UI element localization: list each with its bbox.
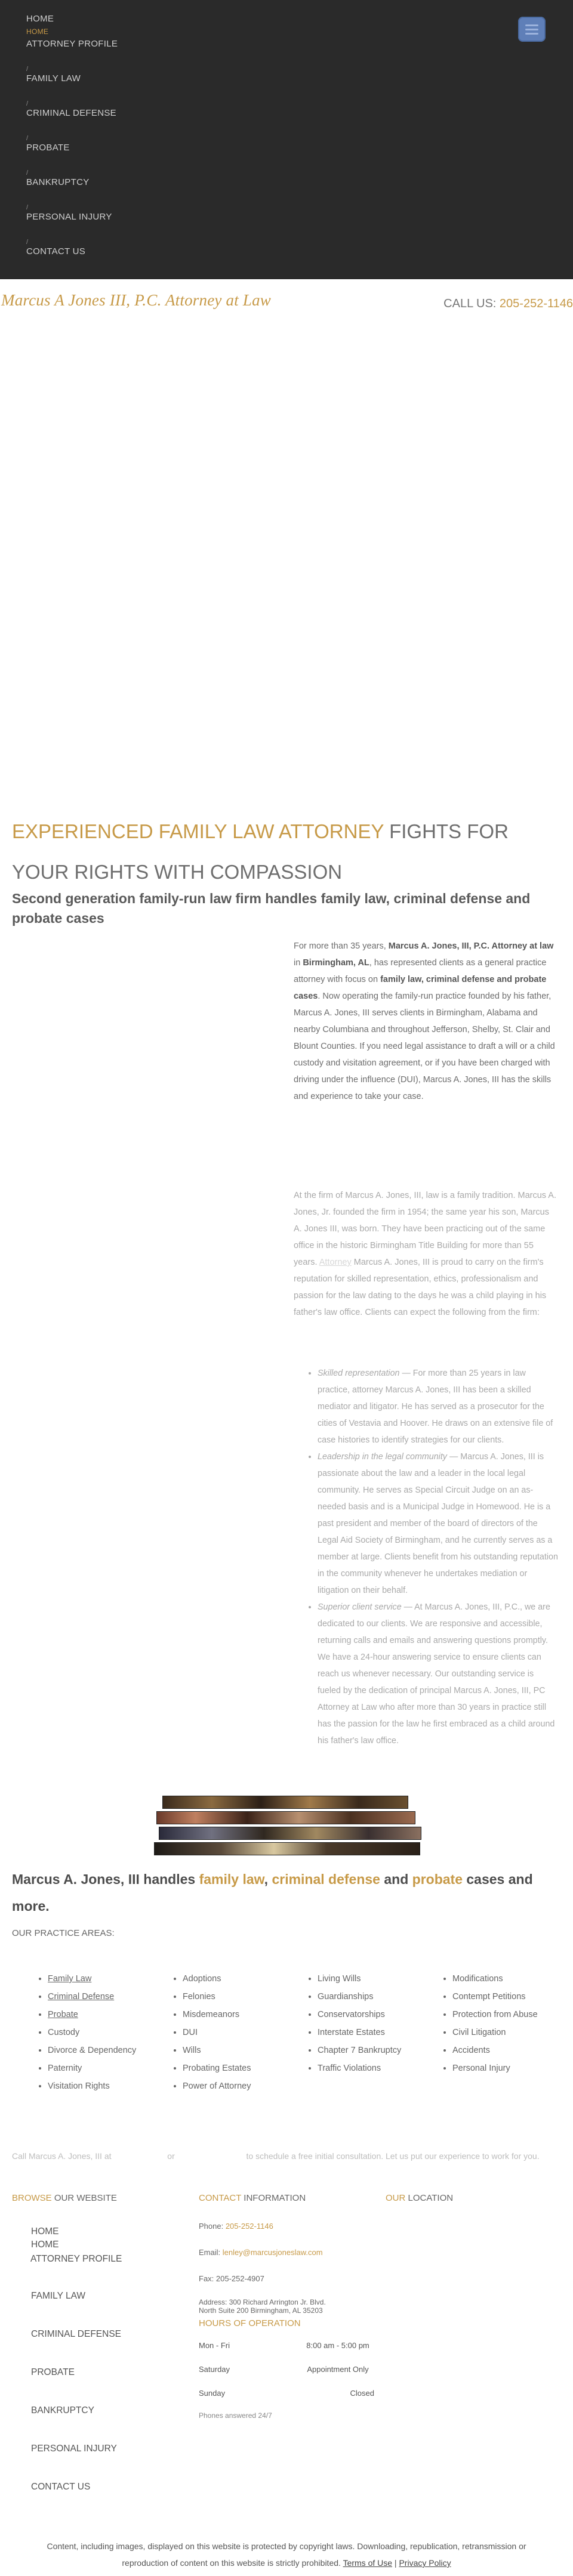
practice-heading-text: cases and more. [12,1871,533,1914]
nav-link-criminal-defense[interactable]: CRIMINAL DEFENSE [26,108,116,118]
site-logo-text[interactable]: Marcus A Jones III, P.C. Attorney at Law [1,291,271,309]
nav-link-family-law[interactable]: FAMILY LAW [26,73,81,84]
nav-separator: / [26,239,29,246]
footer-link-contact-us[interactable]: CONTACT US [31,2482,91,2492]
footer-fax [199,2274,264,2283]
footer-email-link[interactable]: lenley@marcusjoneslaw.com [222,2248,323,2257]
nav-link-probate[interactable]: PROBATE [26,143,70,153]
contact-label: Fax: [199,2274,216,2283]
practice-area-item: • Civil Litigation [452,2024,559,2041]
footer-phone [199,2222,273,2231]
top-navigation [0,0,573,279]
footer-heading-text: OUR WEBSITE [51,2193,117,2203]
practice-area-item: • Wills [183,2041,289,2059]
practice-area-item: • Chapter 7 Bankruptcy [318,2041,424,2059]
footer-link-home[interactable]: HOME [31,2240,59,2250]
hours-row [199,2389,374,2398]
nav-link-contact-us[interactable]: CONTACT US [26,246,86,257]
privacy-policy-link[interactable]: Privacy Policy [399,2558,451,2568]
intro-bold: Marcus A. Jones, III, P.C. Attorney at law [388,941,554,951]
hamburger-menu-button[interactable] [518,17,546,42]
footer-heading-text: LOCATION [405,2193,454,2203]
list-item [318,1448,559,1599]
benefit-title: Leadership in the legal community [318,1452,447,1462]
hours-day: Saturday [199,2365,230,2374]
intro-bold: Birmingham, AL [303,958,369,968]
practice-area-item: • Modifications [452,1970,559,1988]
practice-areas-column [304,1970,424,2077]
firm-benefits-list [306,1365,559,1749]
intro-text: in [294,958,303,968]
practice-area-item: • Living Wills [318,1970,424,1988]
practice-area-item: • Probating Estates [183,2059,289,2077]
hours-day: Mon - Fri [199,2341,230,2350]
footer-heading-text: INFORMATION [241,2193,306,2203]
nav-link-bankruptcy[interactable]: BANKRUPTCY [26,177,90,187]
list-item [318,1365,559,1448]
fax-number: 205-252-4907 [215,2274,264,2283]
list-item [318,1599,559,1749]
nav-separator: / [26,204,29,211]
consultation-cta [12,2148,561,2164]
nav-link-home[interactable]: HOME [26,14,54,24]
hours-time: 8:00 am - 5:00 pm [306,2341,369,2350]
footer-link-bankruptcy[interactable]: BANKRUPTCY [31,2405,94,2416]
footer-address [199,2298,326,2315]
footer-heading-accent: CONTACT [199,2193,242,2203]
practice-area-item: • Paternity [48,2059,154,2077]
page-title [12,811,561,892]
intro-bold: family law, criminal defense and probate cases [294,975,547,1001]
practice-area-item: • Personal Injury [452,2059,559,2077]
benefit-text: — At Marcus A. Jones, III, P.C., we are dedicated to our clients. We are responsive and accessible, returning calls and emails and answering questions promptly. We have a 24-hour answering service to ensure clients can reach us whenever necessary. Our outstanding service is fueled by the dedication of principal Marcus A. Jones, III, PC Attorney at Law who after more than 30 years in practice still has the passion for the law he first embraced as a child around his father's law office. [318,1602,555,1746]
photo-strip-image [156,1811,415,1824]
nav-menu [26,13,205,257]
photo-strip-image [159,1827,421,1840]
page-subtitle: Second generation family-run law firm handles family law, criminal defense and probate cases [12,891,531,926]
practice-area-item: • DUI [183,2024,289,2041]
page-title-accent: EXPERIENCED FAMILY LAW ATTORNEY [12,820,384,842]
brand-bar [0,279,573,331]
attorney-link[interactable]: Attorney [319,1258,352,1267]
nav-separator: / [26,100,29,107]
practice-heading-text: , [264,1871,272,1887]
call-us [443,297,573,311]
contact-label: Phone: [199,2222,226,2231]
hours-day: Sunday [199,2389,226,2398]
footer-link-attorney-profile[interactable]: ATTORNEY PROFILE [30,2254,122,2264]
practice-areas-column [35,1970,154,2095]
intro-text: , has represented clients as a general practice attorney with focus on [294,958,547,984]
practice-area-link[interactable]: • Criminal Defense [48,1988,154,2006]
practice-area-item: • Interstate Estates [318,2024,424,2041]
practice-area-item: • Accidents [452,2041,559,2059]
hero-area [0,331,573,784]
practice-heading-text: Marcus A. Jones, III handles [12,1871,199,1887]
address-line: North Suite 200 Birmingham, AL 35203 [199,2306,323,2315]
practice-area-item: • Felonies [183,1988,289,2006]
footer-link-personal-injury[interactable]: PERSONAL INJURY [31,2444,117,2454]
contact-label: Email: [199,2248,223,2257]
history-text: At the firm of Marcus A. Jones, III, law is a family tradition. Marcus A. Jones, Jr. founded the firm in 1954; the same year his son, Marcus A. Jones III, was born. They have been practicing out of the same office in the historic Birmingham Title Building for more than 55 years. [294,1191,556,1267]
practice-area-item: • Adoptions [183,1970,289,1988]
practice-area-item: • Guardianships [318,1988,424,2006]
copyright-text: Content, including images, displayed on this website is protected by copyright laws. Downloading, republication, retransmission or reproduction of content on this website is strictly prohibited. [47,2541,526,2568]
nav-separator: / [26,66,29,73]
link-separator: | [392,2558,399,2568]
hours-heading-text: OF OPERATION [231,2318,301,2328]
footer-browse-heading [12,2193,117,2203]
hamburger-icon [525,33,538,35]
intro-text: . Now operating the family-run practice founded by his father, Marcus A. Jones, III serves clients in Birmingham, Alabama and nearby Columbiana and throughout Jefferson, Shelby, St. Clair and Blount Counties. If you need legal assistance to draft a will or a child custody and visitation agreement, or if you have been charged with driving under the influence (DUI), Marcus A. Jones, III has the skills and experience to take your case. [294,992,555,1101]
practice-heading-text: and [380,1871,412,1887]
practice-areas-column [170,1970,289,2095]
footer-email [199,2248,323,2257]
footer-link-home[interactable]: HOME [31,2226,59,2237]
nav-link-attorney-profile[interactable]: ATTORNEY PROFILE [26,39,118,49]
practice-areas-column [439,1970,559,2077]
hours-heading-accent: HOURS [199,2318,232,2328]
criminal-defense-link[interactable]: criminal defense [272,1871,380,1887]
practice-area-item: • Protection from Abuse [452,2006,559,2024]
practice-area-item: • Custody [48,2024,154,2041]
nav-separator: / [26,169,29,177]
footer-phone-link[interactable]: 205-252-1146 [225,2222,273,2231]
intro-text: For more than 35 years, [294,941,389,951]
benefit-title: Superior client service [318,1602,402,1612]
footer-heading-accent: OUR [386,2193,406,2203]
practice-area-item: • Conservatorships [318,2006,424,2024]
hamburger-icon [525,29,538,30]
page-title-rest: FIGHTS FOR YOUR RIGHTS WITH COMPASSION [12,820,509,883]
practice-area-link[interactable]: • Family Law [48,1970,154,1988]
practice-area-link[interactable]: • Probate [48,2006,154,2024]
copyright-notice [24,2538,549,2571]
benefit-text: — For more than 25 years in law practice, attorney Marcus A. Jones, III has been a skilled mediator and litigator. He has served as a prosecutor for the cities of Vestavia and Hoover. He draws on an extensive file of case histories to identify strategies for our clients. [318,1369,553,1445]
practice-area-item: • Power of Attorney [183,2077,289,2095]
nav-link-home-active[interactable]: HOME [26,27,49,36]
family-law-link[interactable]: family law [199,1871,264,1887]
intro-paragraph [294,938,556,1105]
footer-link-probate[interactable]: PROBATE [31,2367,75,2377]
photo-strip-image [162,1796,408,1809]
nav-separator: / [26,135,29,142]
benefit-text: — Marcus A. Jones, III is passionate about the law and a leader in the local legal community. He serves as Special Circuit Judge on an as-needed basis and is a Municipal Judge in Homewood. He is a past president and member of the board of directors of the Legal Aid Society of Birmingham, and he currently serves as a member at large. Clients benefit from his outstanding reputation in the community whenever he undertakes mediation or litigation on their behalf. [318,1452,558,1595]
footer-link-family-law[interactable]: FAMILY LAW [31,2291,86,2301]
footer-contact-heading [199,2193,306,2203]
hours-time: Closed [350,2389,374,2398]
header-phone-link[interactable]: 205-252-1146 [499,297,573,310]
hamburger-icon [525,24,538,26]
practice-area-item: • Traffic Violations [318,2059,424,2077]
cta-text: Call Marcus A. Jones, III at [12,2151,112,2161]
practice-areas-label: OUR PRACTICE AREAS: [12,1928,115,1938]
footer-location-heading [386,2193,453,2203]
practice-area-item: • Divorce & Dependency [48,2041,154,2059]
cta-text: or [167,2151,175,2161]
practice-area-item: • Visitation Rights [48,2077,154,2095]
hours-row [199,2341,374,2350]
history-text: Marcus A. Jones, III is proud to carry on the firm's reputation for skilled representation, ethics, professionalism and passion for the law dating to the days he was a child playing in his father's law office. Clients can expect the following from the firm: [294,1258,547,1317]
nav-link-personal-injury[interactable]: PERSONAL INJURY [26,212,112,222]
hours-time: Appointment Only [307,2365,369,2374]
footer-heading-accent: BROWSE [12,2193,52,2203]
footer-link-criminal-defense[interactable]: CRIMINAL DEFENSE [31,2329,122,2339]
probate-link[interactable]: probate [412,1871,463,1887]
hours-row [199,2365,374,2374]
photo-strip-image [154,1842,420,1855]
hours-heading [199,2318,301,2328]
practice-area-item: • Contempt Petitions [452,1988,559,2006]
contact-label: Address: [199,2298,229,2306]
practice-area-item: • Misdemeanors [183,2006,289,2024]
terms-of-use-link[interactable]: Terms of Use [343,2558,393,2568]
history-paragraph [294,1187,556,1321]
footer-navigation [31,2219,186,2492]
cta-text: to schedule a free initial consultation. Let us put our experience to work for you. [246,2151,540,2161]
call-us-label: CALL US: [443,297,497,310]
phones-answered-note: Phones answered 24/7 [199,2411,272,2420]
address-line: 300 Richard Arrington Jr. Blvd. [229,2298,326,2306]
practice-heading [12,1866,561,1920]
benefit-title: Skilled representation [318,1369,400,1378]
